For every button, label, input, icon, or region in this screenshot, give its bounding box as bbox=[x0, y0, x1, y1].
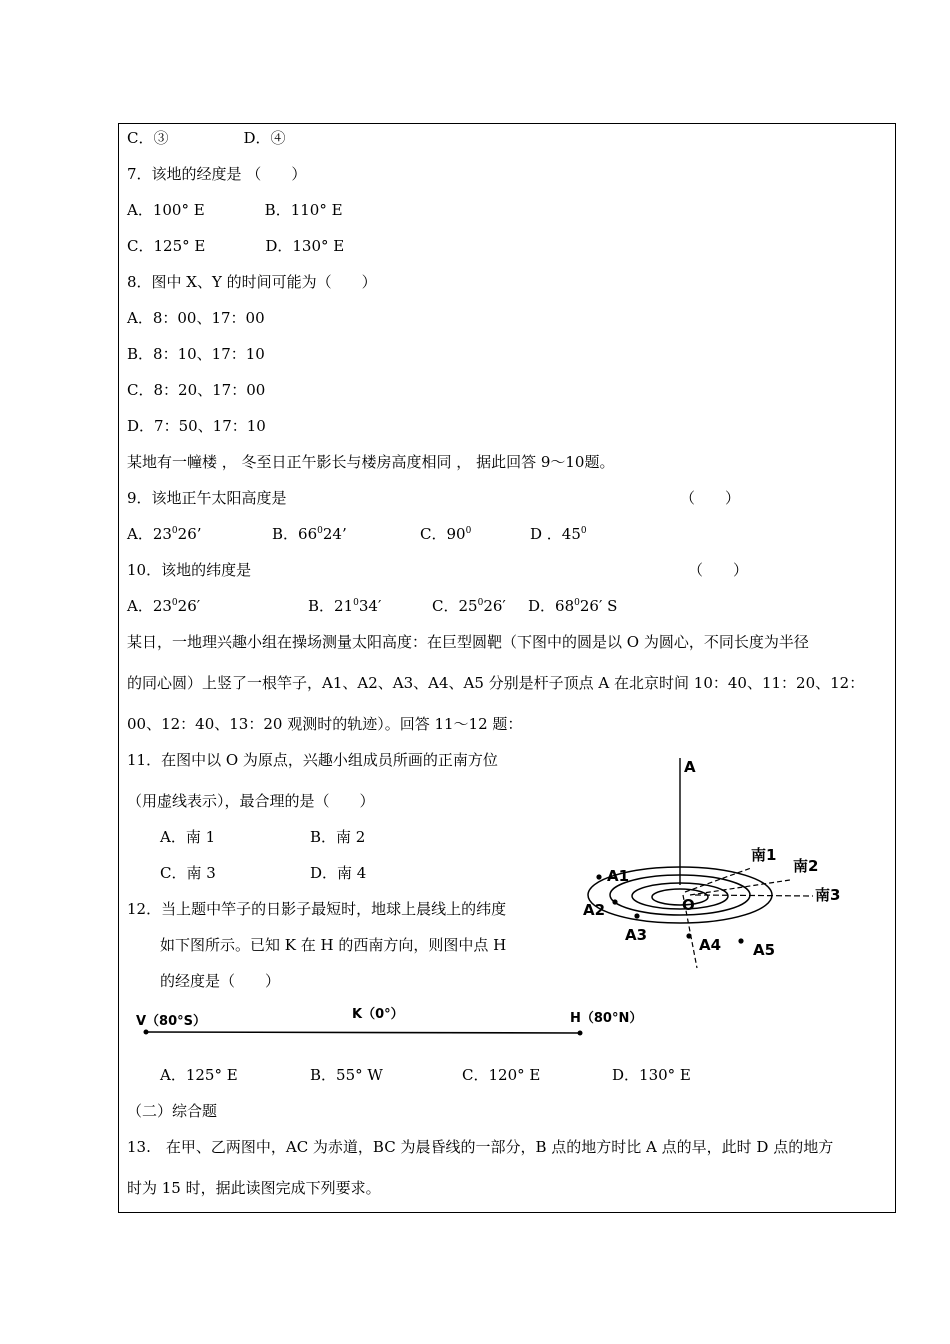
point-a3 bbox=[634, 913, 639, 918]
point-v bbox=[144, 1030, 149, 1035]
target-circle-inner bbox=[652, 889, 708, 905]
terminator-latitude-figure bbox=[130, 1000, 650, 1042]
q12-stem-line1: 12．当上题中竿子的日影子最短时，地球上晨线上的纬度 bbox=[127, 900, 507, 918]
q13-stem-line1: 13. 在甲、乙两图中，AC 为赤道，BC 为晨昏线的一部分，B 点的地方时比 A 点的早，此时 D 点的地方 bbox=[127, 1138, 834, 1156]
q7-options-cd: C．125° E D．130° E bbox=[127, 237, 345, 255]
q10-option-d: D．$68^026'$ S bbox=[528, 597, 618, 615]
label-a3: A3 bbox=[625, 926, 648, 944]
q12-stem-line2: 如下图所示。已知 K 在 H 的西南方向，则图中点 H bbox=[160, 936, 507, 954]
point-h bbox=[578, 1031, 583, 1036]
q9-option-d: D ．$45^0$ bbox=[530, 525, 587, 543]
q10-stem: 10．该地的纬度是 bbox=[127, 561, 252, 579]
q11-option-c: C．南 3 bbox=[160, 864, 216, 882]
q11-12-intro-line2: 的同心圆）上竖了一根竿子，A1、A2、A3、A4、A5 分别是杆子顶点 A 在北京时间 10：40、11：20、12： bbox=[127, 674, 865, 692]
q10-option-c: C．$25^026'$ bbox=[432, 597, 506, 615]
q11-option-a: A．南 1 bbox=[160, 828, 216, 846]
q7-options-ab: A．100° E B．110° E bbox=[127, 201, 343, 219]
q12-option-c: C．120° E bbox=[462, 1066, 541, 1084]
q9-option-c: C．$90^0$ bbox=[420, 525, 472, 543]
q6-options-cd: C．③ D．④ bbox=[127, 129, 286, 147]
q11-stem-line1: 11．在图中以 O 为原点，兴趣小组成员所画的正南方位 bbox=[127, 751, 498, 769]
q8-option-c: C．8：20、17：00 bbox=[127, 381, 266, 399]
label-h: H（80°N） bbox=[570, 1011, 643, 1026]
point-a1 bbox=[596, 874, 601, 879]
q12-option-d: D．130° E bbox=[612, 1066, 691, 1084]
label-south2: 南2 bbox=[793, 857, 819, 875]
q8-option-b: B．8：10、17：10 bbox=[127, 345, 265, 363]
q10-answer-bracket: （ ） bbox=[688, 561, 749, 579]
q12-option-b: B．55° W bbox=[310, 1066, 383, 1084]
q11-option-b: B．南 2 bbox=[310, 828, 366, 846]
q8-stem: 8．图中 X、Y 的时间可能为（ ） bbox=[127, 273, 377, 291]
q12-stem-line3: 的经度是（ ） bbox=[160, 972, 281, 990]
label-a5: A5 bbox=[753, 941, 776, 959]
label-o: O bbox=[682, 896, 695, 914]
label-south3: 南3 bbox=[815, 886, 841, 904]
point-a2 bbox=[612, 899, 617, 904]
label-k: K（0°） bbox=[352, 1007, 404, 1022]
q13-stem-line2: 时为 15 时，据此读图完成下列要求。 bbox=[127, 1179, 381, 1197]
q9-option-a: A．$23^026$’ bbox=[127, 525, 202, 543]
q7-stem: 7．该地的经度是 （ ） bbox=[127, 165, 307, 183]
section-heading-comprehensive: （二）综合题 bbox=[127, 1102, 218, 1120]
label-a: A bbox=[684, 758, 696, 776]
point-a4 bbox=[686, 933, 691, 938]
label-a2: A2 bbox=[583, 901, 606, 919]
q8-option-a: A．8：00、17：00 bbox=[127, 309, 265, 327]
label-a4: A4 bbox=[699, 936, 722, 954]
q10-option-a: A．$23^026'$ bbox=[127, 597, 201, 615]
label-south1: 南1 bbox=[751, 846, 777, 864]
q8-option-d: D．7：50、17：10 bbox=[127, 417, 266, 435]
q9-option-b: B．$66^024$’ bbox=[272, 525, 347, 543]
q9-answer-bracket: （ ） bbox=[680, 489, 741, 507]
q11-stem-line2: （用虚线表示），最合理的是（ ） bbox=[127, 792, 375, 810]
q11-12-intro-line1: 某日，一地理兴趣小组在操场测量太阳高度：在巨型圆靶（下图中的圆是以 O 为圆心，不同长度为半径 bbox=[127, 633, 809, 651]
q9-10-intro: 某地有一幢楼 ， 冬至日正午影长与楼房高度相同 ， 据此回答 9～10题。 bbox=[127, 453, 615, 471]
label-v: V（80°S） bbox=[136, 1014, 207, 1029]
q9-stem: 9．该地正午太阳高度是 bbox=[127, 489, 287, 507]
q11-option-d: D．南 4 bbox=[310, 864, 367, 882]
q11-12-intro-line3: 00、12：40、13：20 观测时的轨迹）。回答 11～12 题： bbox=[127, 715, 523, 733]
label-a1: A1 bbox=[607, 867, 630, 885]
q12-option-a: A．125° E bbox=[160, 1066, 238, 1084]
q10-option-b: B．$21^034'$ bbox=[308, 597, 382, 615]
point-a5 bbox=[738, 938, 743, 943]
south3-dashed-line bbox=[695, 895, 813, 896]
terminator-line bbox=[146, 1032, 580, 1033]
pole-shadow-figure bbox=[575, 750, 865, 970]
